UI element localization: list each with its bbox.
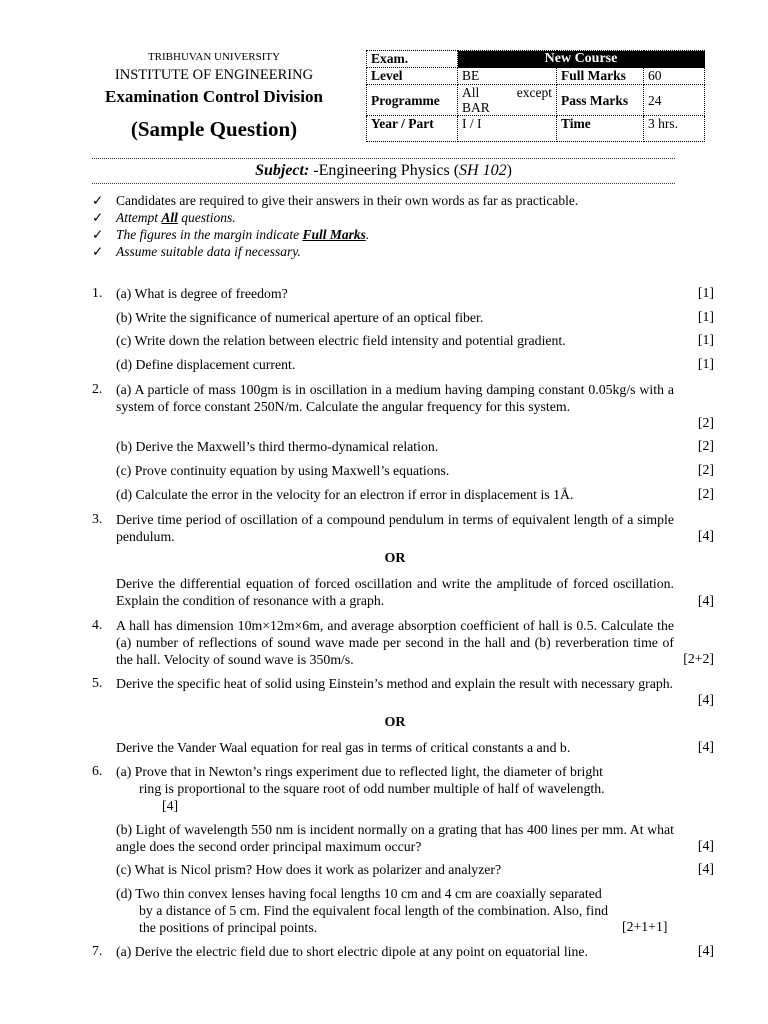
pass-marks-label: Pass Marks: [557, 85, 644, 116]
university-name: TRIBHUVAN UNIVERSITY: [147, 51, 281, 63]
q2-c-marks: [2]: [697, 462, 714, 477]
q6-a-line2: ring is proportional to the square root of odd number multiple of half of wavelength.: [139, 781, 605, 796]
q7-number: 7.: [92, 943, 103, 958]
year-value: I / I: [458, 116, 557, 142]
pass-marks-value: 24: [644, 85, 705, 116]
check-icon: ✓: [92, 227, 104, 242]
q6-a-line1: (a) Prove that in Newton’s rings experiment due to reflected light, the diameter of bright: [116, 764, 603, 779]
q1-c-marks: [1]: [697, 332, 714, 347]
year-label: Year / Part: [367, 116, 458, 142]
q6-b-marks: [4]: [697, 838, 714, 853]
q6-d-line1: (d) Two thin convex lenses having focal lengths 10 cm and 4 cm are coaxially separated: [116, 886, 602, 901]
q6-b: (b) Light of wavelength 550 nm is incident normally on a grating that has 400 lines per mm. At what angle does the second order principal maximum occur?: [116, 822, 674, 854]
q3-or: OR: [384, 551, 406, 566]
q3-number: 3.: [92, 511, 103, 526]
programme-value: All except BAR: [458, 85, 557, 116]
q6-d-line3: the positions of principal points.: [139, 920, 318, 935]
q2-a: (a) A particle of mass 100gm is in oscillation in a medium having damping constant 0.05kg/s with a system of force constant 250N/m. Calculate the angular frequency for this system.: [116, 382, 674, 414]
check-icon: ✓: [92, 193, 104, 208]
q1-d-marks: [1]: [697, 356, 714, 371]
q6-d-marks: [2+1+1]: [622, 919, 668, 934]
q5-a: Derive the specific heat of solid using Einstein’s method and explain the result with necessary graph.: [116, 676, 674, 691]
full-marks-value: 60: [644, 68, 705, 85]
q3-a: Derive time period of oscillation of a compound pendulum in terms of equivalent length of a simple pendulum.: [116, 512, 674, 544]
instruction-4: ✓ Assume suitable data if necessary.: [92, 244, 301, 259]
course-badge: New Course: [458, 51, 705, 68]
divider-top: [92, 158, 675, 159]
q6-number: 6.: [92, 763, 103, 778]
q2-b: (b) Derive the Maxwell’s third thermo-dynamical relation.: [116, 439, 439, 454]
check-icon: ✓: [92, 244, 104, 259]
q4-a: A hall has dimension 10m×12m×6m, and average absorption coefficient of hall is 0.5. Calculate the (a) number of reflections of sound wave made per second in the hall and (b) reverberation time of the hall. Velocity of sound wave is 350m/s.: [116, 618, 674, 667]
time-value: 3 hrs.: [644, 116, 705, 142]
check-icon: ✓: [92, 210, 104, 225]
q6-c: (c) What is Nicol prism? How does it work as polarizer and analyzer?: [116, 862, 502, 877]
time-label: Time: [557, 116, 644, 142]
q4-a-marks: [2+2]: [683, 651, 714, 666]
q2-c: (c) Prove continuity equation by using Maxwell’s equations.: [116, 463, 450, 478]
exam-label: Exam.: [367, 51, 458, 68]
division-name: Examination Control Division: [105, 87, 323, 106]
q2-d-marks: [2]: [697, 486, 714, 501]
q1-b: (b) Write the significance of numerical aperture of an optical fiber.: [116, 310, 484, 325]
q2-b-marks: [2]: [697, 438, 714, 453]
subject-line: Subject: -Engineering Physics (SH 102): [255, 162, 512, 179]
q1-b-marks: [1]: [697, 309, 714, 324]
q2-d: (d) Calculate the error in the velocity for an electron if error in displacement is 1Å.: [116, 487, 574, 502]
q6-a-marks: [4]: [162, 798, 179, 813]
programme-label: Programme: [367, 85, 458, 116]
q1-number: 1.: [92, 285, 103, 300]
instruction-2: ✓ Attempt All questions.: [92, 210, 236, 225]
instruction-3: ✓ The figures in the margin indicate Full Marks.: [92, 227, 370, 242]
q6-c-marks: [4]: [697, 861, 714, 876]
q5-a-marks: [4]: [697, 692, 714, 707]
instructions: [92, 192, 578, 260]
q5-or: OR: [384, 715, 406, 730]
divider-bottom: [92, 183, 675, 184]
q3-b-marks: [4]: [697, 593, 714, 608]
q5-b: Derive the Vander Waal equation for real gas in terms of critical constants a and b.: [116, 740, 571, 755]
q2-a-marks: [2]: [697, 415, 714, 430]
q1-d: (d) Define displacement current.: [116, 357, 296, 372]
sample-question-title: (Sample Question): [130, 117, 298, 141]
level-label: Level: [367, 68, 458, 85]
instruction-1: ✓ Candidates are required to give their answers in their own words as far as practicable.: [92, 193, 579, 208]
q7-a: (a) Derive the electric field due to short electric dipole at any point on equatorial line.: [116, 944, 588, 959]
q5-number: 5.: [92, 675, 103, 690]
q1-c: (c) Write down the relation between electric field intensity and potential gradient.: [116, 333, 566, 348]
q4-number: 4.: [92, 617, 103, 632]
q3-b: Derive the differential equation of forced oscillation and write the amplitude of forced oscillation. Explain the condition of resonance with a graph.: [116, 576, 674, 608]
institute-name: INSTITUTE OF ENGINEERING: [114, 67, 314, 83]
exam-info-table: [366, 50, 705, 142]
q7-a-marks: [4]: [697, 943, 714, 958]
q6-d-line2: by a distance of 5 cm. Find the equivalent focal length of the combination. Also, find: [139, 903, 608, 918]
q1-a-marks: [1]: [697, 285, 714, 300]
level-value: BE: [458, 68, 557, 85]
q5-b-marks: [4]: [697, 739, 714, 754]
q2-number: 2.: [92, 381, 103, 396]
full-marks-label: Full Marks: [557, 68, 644, 85]
q3-a-marks: [4]: [697, 528, 714, 543]
q1-a: (a) What is degree of freedom?: [116, 286, 288, 301]
